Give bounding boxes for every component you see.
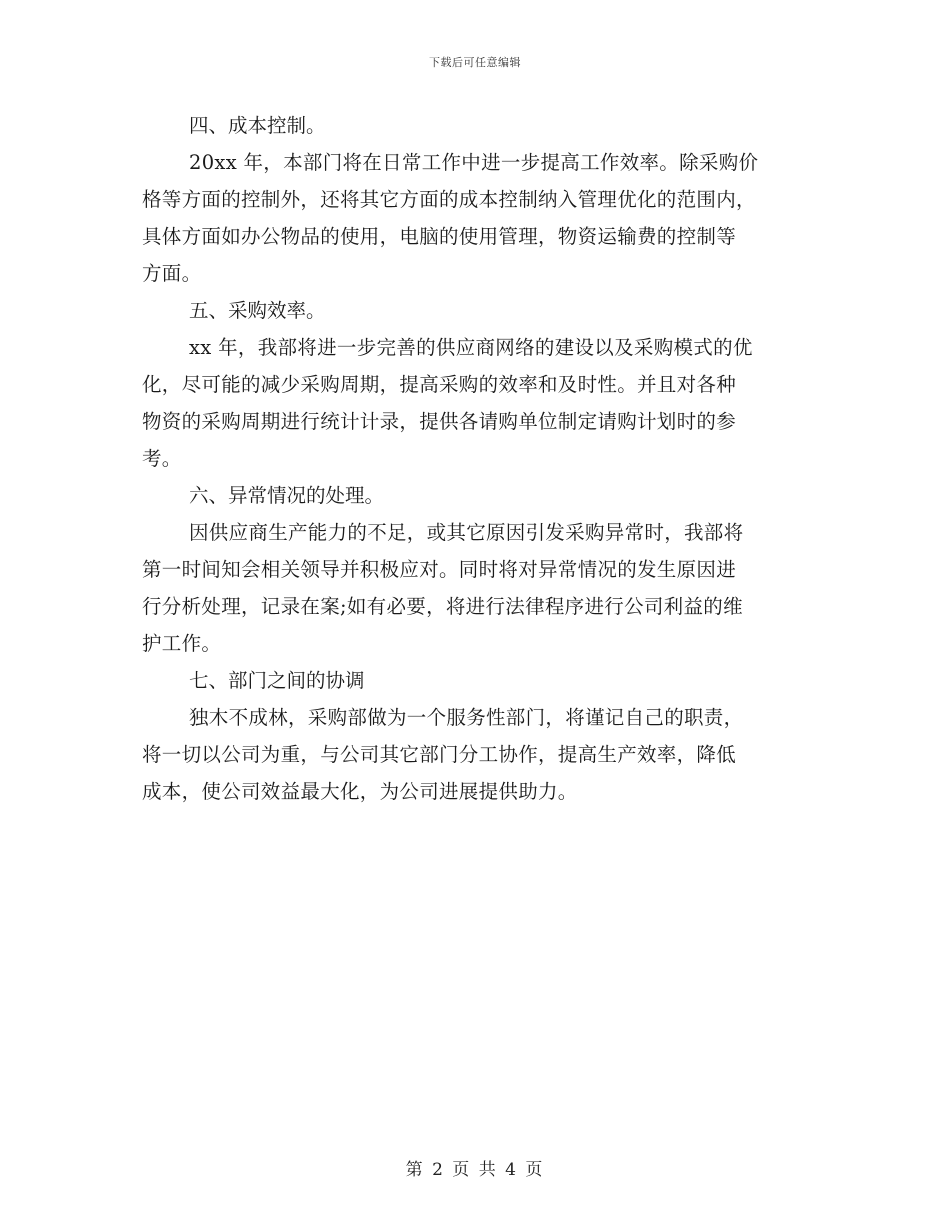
paragraph-line: 行分析处理，记录在案;如有必要，将进行法律程序进行公司利益的维 [142, 595, 743, 618]
paragraph-line: 具体方面如办公物品的使用，电脑的使用管理，物资运输费的控制等 [142, 225, 737, 248]
paragraph-line: 独木不成林，采购部做为一个服务性部门，将谨记自己的职责， [189, 706, 744, 729]
page-header: 下载后可任意编辑 [429, 56, 521, 69]
paragraph-line: 20xx 年，本部门将在日常工作中进一步提高工作效率。除采购价 [189, 151, 759, 174]
paragraph-line: 护工作。 [142, 632, 222, 655]
paragraph-line: 考。 [142, 447, 182, 470]
paragraph-line: 物资的采购周期进行统计计录，提供各请购单位制定请购计划时的参 [142, 410, 737, 433]
paragraph-line: 因供应商生产能力的不足，或其它原因引发采购异常时，我部将 [189, 521, 744, 544]
page-number-footer: 第 2 页 共 4 页 [405, 1160, 545, 1180]
document-body [142, 107, 808, 810]
paragraph-line: 将一切以公司为重，与公司其它部门分工协作，提高生产效率，降低 [142, 743, 737, 766]
section-heading: 七、部门之间的协调 [189, 669, 365, 692]
section-heading: 六、异常情况的处理。 [189, 484, 385, 507]
paragraph-line: 化，尽可能的减少采购周期，提高采购的效率和及时性。并且对各种 [142, 373, 737, 396]
section-exception-handling [142, 477, 808, 662]
paragraph-line: 成本，使公司效益最大化，为公司进展提供助力。 [142, 780, 578, 803]
paragraph-line: xx 年，我部将进一步完善的供应商网络的建设以及采购模式的优 [189, 336, 753, 359]
paragraph-line: 第一时间知会相关领导并积极应对。同时将对异常情况的发生原因进 [142, 558, 737, 581]
section-heading: 四、成本控制。 [189, 114, 326, 137]
paragraph-line: 方面。 [142, 262, 202, 285]
paragraph-line: 格等方面的控制外，还将其它方面的成本控制纳入管理优化的范围内， [142, 188, 756, 211]
section-heading: 五、采购效率。 [189, 299, 326, 322]
section-purchase-efficiency [142, 292, 808, 477]
section-cost-control [142, 107, 808, 292]
section-department-coordination [142, 662, 808, 810]
